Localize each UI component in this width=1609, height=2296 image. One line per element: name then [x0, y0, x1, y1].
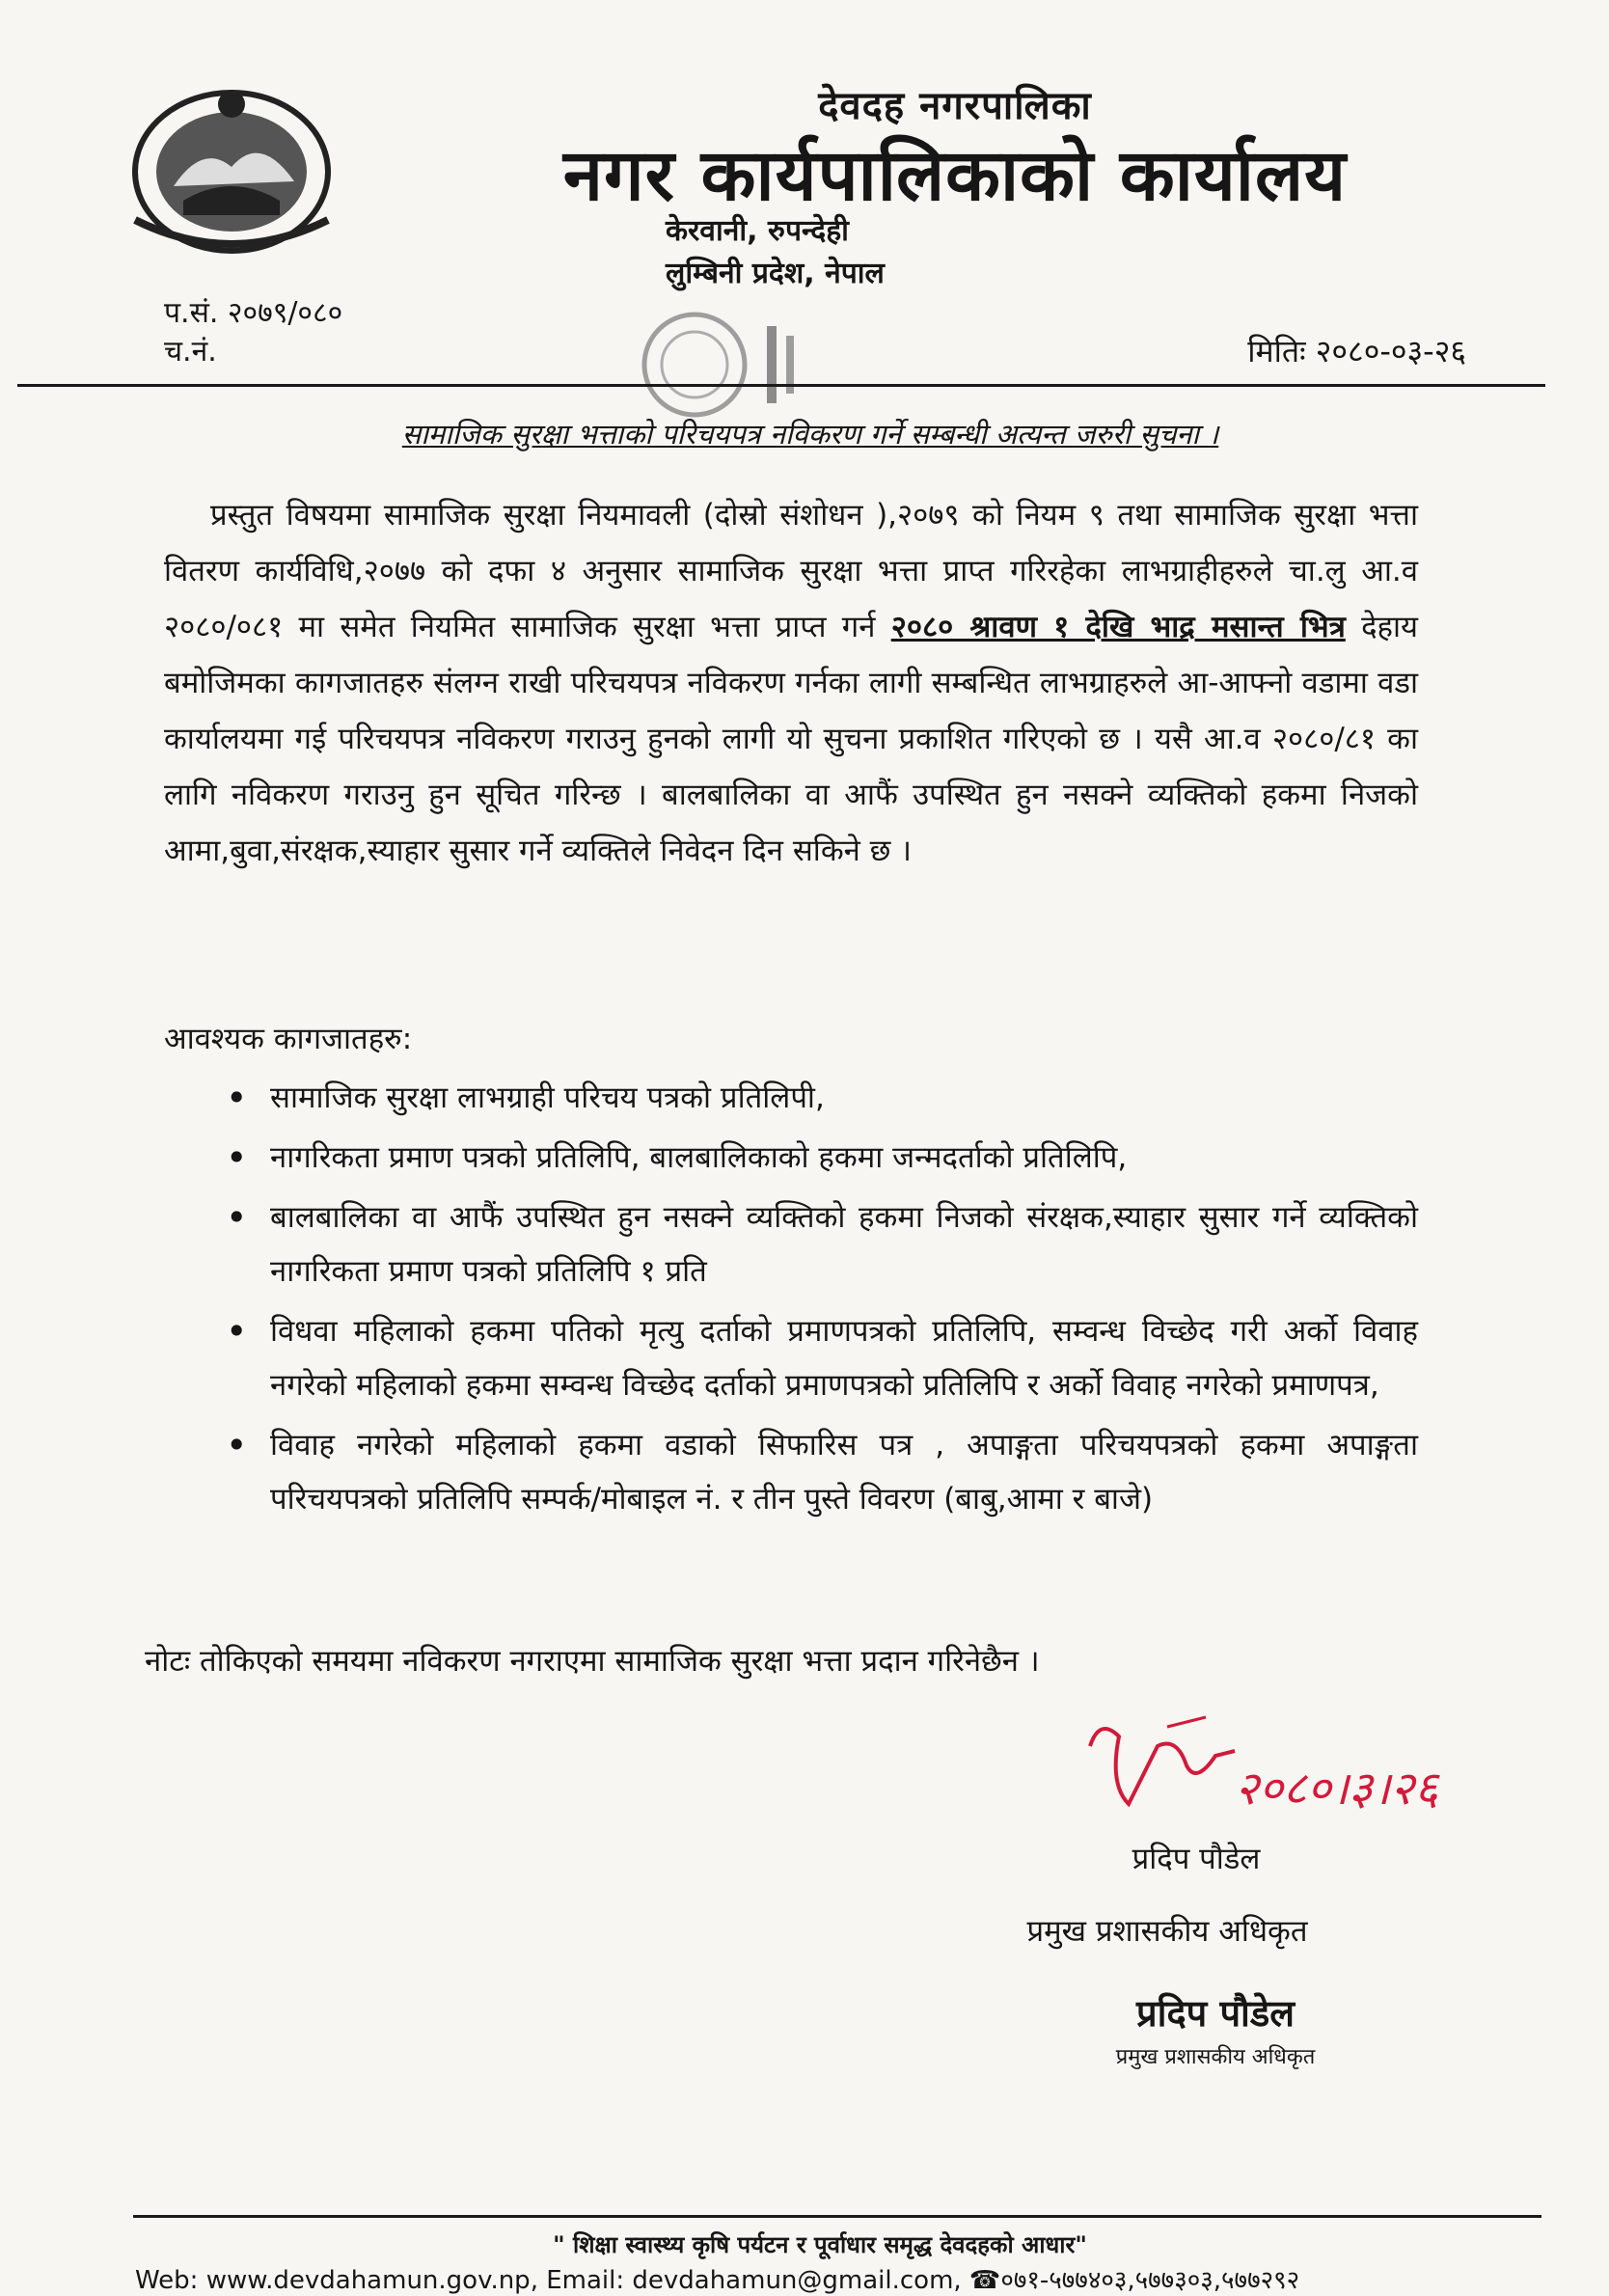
body-text-part-2: देहाय बमोजिमका कागजातहरु संलग्न राखी परिचयपत्र नविकरण गर्नका लागी सम्बन्धित लाभग्राहरुले आ-आफ्नो वडामा वडा कार्यालयमा गई परिचयपत्र नविकरण गराउनु हुनको लागी यो सुचना प्रकाशित गरिएको छ । यसै आ.व २०८०/८१ का लागि नविकरण गराउनु हुन सूचित गरिन्छ । बालबालिका वा आफैं उपस्थित हुन नसक्ने व्यक्तिको हकमा निजको आमा,बुवा,संरक्षक,स्याहार सुसार गर्ने व्यक्तिले निवेदन दिन सकिने छ ।: [164, 610, 1418, 868]
signatory-title: प्रमुख प्रशासकीय अधिकृत: [1026, 1914, 1308, 1949]
footer-motto: " शिक्षा स्वास्थ्य कृषि पर्यटन र पूर्वाधार समृद्ध देवदहको आधार": [553, 2231, 1087, 2258]
name-stamp: प्रदिप पौडेल: [1136, 1992, 1295, 2035]
list-item: • नागरिकता प्रमाण पत्रको प्रतिलिपि, बालबालिकाको हकमा जन्मदर्ताको प्रतिलिपि,: [183, 1131, 1418, 1185]
office-address: [666, 210, 1051, 295]
title-stamp: प्रमुख प्रशासकीय अधिकृत: [1115, 2045, 1316, 2069]
body-text-part-1: प्रस्तुत विषयमा सामाजिक सुरक्षा नियमावली (दोस्रो संशोधन ),२०७९ को नियम ९ तथा सामाजिक सुरक्षा भत्ता वितरण कार्यविधि,२०७७ को दफा ४ अनुसार सामाजिक सुरक्षा भत्ता प्राप्त गरिरहेका लाभग्राहीहरुले चा.लु आ.व २०८०/०८१ मा समेत नियमित सामाजिक सुरक्षा भत्ता प्राप्त गर्न: [164, 498, 1418, 644]
header-divider: [17, 384, 1545, 387]
notice-subject: सामाजिक सुरक्षा भत्ताको परिचयपत्र नविकरण गर्ने सम्बन्धी अत्यन्त जरुरी सुचना ।: [401, 418, 1219, 451]
nepal-emblem-icon: [116, 75, 347, 259]
required-docs-list: [183, 1071, 1418, 1532]
body-paragraph: [164, 487, 1418, 879]
list-item: • सामाजिक सुरक्षा लाभग्राही परिचय पत्रको प्रतिलिपी,: [183, 1071, 1418, 1125]
notice-body: [164, 487, 1418, 879]
address-line-1: केरवानी, रुपन्देही: [666, 214, 849, 248]
letter-number: प.सं. २०७९/०८०: [164, 296, 343, 330]
office-stamp-icon: [622, 307, 844, 423]
handwritten-signature: [1071, 1708, 1457, 1843]
footer-divider: [133, 2215, 1541, 2218]
list-item: • विधवा महिलाको हकमा पतिको मृत्यु दर्ताको प्रमाणपत्रको प्रतिलिपि, सम्वन्ध विच्छेद गरी अर्को विवाह नगरेको महिलाको हकमा सम्वन्ध विच्छेद दर्ताको प्रमाणपत्रको प्रतिलिपि र अर्को विवाह नगरेको प्रमाणपत्र,: [183, 1304, 1418, 1412]
address-line-2: लुम्बिनी प्रदेश, नेपाल: [666, 257, 885, 290]
office-title: नगर कार्यपालिकाको कार्यालय: [562, 134, 1348, 217]
footer-contact: Web: www.devdahamun.gov.np, Email: devdahamun@gmail.com, ☎०७१-५७७४०३,५७७३०३,५७७२९२: [135, 2266, 1300, 2295]
notice-note: नोटः तोकिएको समयमा नविकरण नगराएमा सामाजिक सुरक्षा भत्ता प्रदान गरिनेछैन ।: [145, 1644, 1040, 1679]
signatory-name: प्रदिप पौडेल: [1132, 1842, 1261, 1876]
required-docs-title: आवश्यक कागजातहरु:: [164, 1022, 413, 1056]
list-item: • बालबालिका वा आफैं उपस्थित हुन नसक्ने व्यक्तिको हकमा निजको संरक्षक,स्याहार सुसार गर्ने व्यक्तिको नागरिकता प्रमाण पत्रको प्रतिलिपि १ प्रति: [183, 1190, 1418, 1298]
dispatch-number: च.नं.: [164, 335, 217, 369]
list-item: • विवाह नगरेको महिलाको हकमा वडाको सिफारिस पत्र , अपाङ्गता परिचयपत्रको हकमा अपाङ्गता परिचयपत्रको प्रतिलिपि सम्पर्क/मोबाइल नं. र तीन पुस्ते विवरण (बाबु,आमा र बाजे): [183, 1418, 1418, 1526]
deadline-highlight: २०८० श्रावण १ देखि भाद्र मसान्त भित्र: [890, 610, 1346, 644]
municipality-name: देवदह नगरपालिका: [818, 84, 1092, 128]
letter-date: मितिः २०८०-०३-२६: [1247, 333, 1466, 369]
handwritten-date: २०८०।३।२६: [1235, 1762, 1439, 1816]
